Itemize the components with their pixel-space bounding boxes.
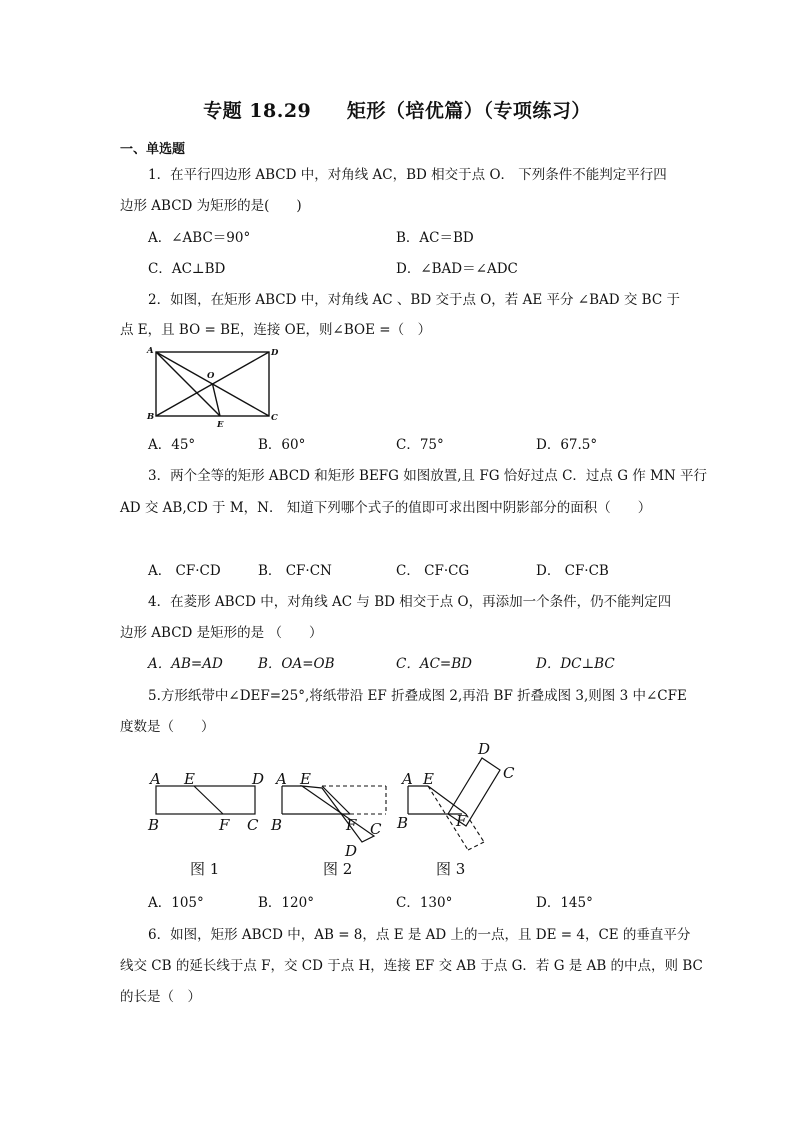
q5-fig3-caption: 图 3 <box>436 860 466 878</box>
q5-option-b[interactable]: B．120° <box>258 895 314 911</box>
q6-text-line3: 的长是（ ） <box>120 989 201 1005</box>
q5-fig2-caption: 图 2 <box>323 860 353 878</box>
q2-label-d: D <box>271 348 279 358</box>
q4-option-c[interactable]: C．AC=BD <box>396 656 472 672</box>
q5-fig2-label-c: C <box>370 820 382 838</box>
q3-option-b[interactable]: B． CF·CN <box>258 563 332 579</box>
q5-fig1-label-b: B <box>148 816 160 834</box>
q5-fig3-label-b: B <box>397 814 409 832</box>
q2-label-o: O <box>207 371 215 381</box>
q2-segment-oe <box>213 384 221 416</box>
q1-text-line2: 边形 ABCD 为矩形的是( ) <box>120 198 302 214</box>
q2-option-c[interactable]: C．75° <box>396 437 444 453</box>
q5-fig1-label-c: C <box>247 816 259 834</box>
q5-fig3-label-a: A <box>402 770 413 788</box>
q3-option-c[interactable]: C． CF·CG <box>396 563 470 579</box>
q5-fig2-label-d: D <box>345 842 358 860</box>
q5-option-c[interactable]: C．130° <box>396 895 453 911</box>
q5-fig2-label-e: E <box>300 770 311 788</box>
q2-text-line1: 2．如图，在矩形 ABCD 中，对角线 AC 、BD 交于点 O，若 AE 平分 ∠BAD 交 BC 于 <box>148 292 680 308</box>
q5-fig1-caption: 图 1 <box>190 860 220 878</box>
q1-text-line1: 1．在平行四边形 ABCD 中，对角线 AC，BD 相交于点 O． 下列条件不能判定平行四 <box>148 167 667 183</box>
q2-segment-ae <box>156 352 220 416</box>
q6-text-line2: 线交 CB 的延长线于点 F，交 CD 于点 H，连接 EF 交 AB 于点 G．若 G 是 AB 的中点，则 BC <box>120 958 703 974</box>
q5-fig1-label-f: F <box>219 816 230 834</box>
q5-figure-1 <box>147 770 264 878</box>
q5-text-line1: 5.方形纸带中∠DEF=25°,将纸带沿 EF 折叠成图 2,再沿 BF 折叠成图 3,则图 3 中∠CFE <box>148 688 687 704</box>
q2-option-d[interactable]: D．67.5° <box>536 437 598 453</box>
q2-label-a: A <box>147 346 154 356</box>
q2-option-b[interactable]: B．60° <box>258 437 306 453</box>
q2-label-c: C <box>271 413 278 423</box>
q5-fig3-label-c: C <box>503 764 515 782</box>
q1-option-b[interactable]: B．AC＝BD <box>396 230 474 246</box>
q5-fig3-label-e: E <box>423 770 434 788</box>
q4-text-line2: 边形 ABCD 是矩形的是 （ ） <box>120 625 323 641</box>
q6-text-line1: 6．如图，矩形 ABCD 中，AB = 8，点 E 是 AD 上的一点，且 DE = 4，CE 的垂直平分 <box>148 927 691 943</box>
q1-option-c[interactable]: C．AC⊥BD <box>148 261 226 277</box>
q1-option-d[interactable]: D．∠BAD＝∠ADC <box>396 261 518 277</box>
q2-text-line2: 点 E，且 BO = BE，连接 OE，则∠BOE =（ ） <box>120 322 432 338</box>
q4-text-line1: 4．在菱形 ABCD 中，对角线 AC 与 BD 相交于点 O，再添加一个条件，仍不能判定四 <box>148 594 672 610</box>
q1-option-a[interactable]: A．∠ABC＝90° <box>148 230 251 246</box>
page-title: 专题 18.29 矩形（培优篇）（专项练习） <box>203 100 591 122</box>
q3-text-line1: 3．两个全等的矩形 ABCD 和矩形 BEFG 如图放置,且 FG 恰好过点 C．过点 G 作 MN 平行 <box>148 468 707 484</box>
q5-fig1-label-d: D <box>252 770 265 788</box>
q2-label-e: E <box>217 420 224 430</box>
q4-option-b[interactable]: B．OA=OB <box>258 656 335 672</box>
q5-fig2-label-a: A <box>276 770 287 788</box>
section-heading: 一、单选题 <box>120 142 186 157</box>
q2-label-b: B <box>147 412 155 422</box>
q5-figure-2 <box>270 770 386 878</box>
q5-text-line2: 度数是（ ） <box>120 719 215 735</box>
q5-fig1-label-e: E <box>184 770 195 788</box>
q5-fig2-label-b: B <box>271 816 283 834</box>
q4-option-a[interactable]: A．AB=AD <box>148 656 223 672</box>
q5-fig2-label-f: F <box>346 816 357 834</box>
q2-rectangle-figure <box>140 340 290 430</box>
q5-folding-figures <box>140 738 540 886</box>
q3-text-line2: AD 交 AB,CD 于 M，N． 知道下列哪个式子的值即可求出图中阴影部分的面积（ ） <box>120 500 652 516</box>
q5-figure-3 <box>396 740 515 878</box>
q2-option-a[interactable]: A．45° <box>148 437 196 453</box>
q5-fig3-label-f: F <box>456 812 467 830</box>
q5-fig1-label-a: A <box>150 770 161 788</box>
q3-option-a[interactable]: A． CF·CD <box>148 563 221 579</box>
q3-option-d[interactable]: D． CF·CB <box>536 563 609 579</box>
q5-fig3-label-d: D <box>478 740 491 758</box>
q5-option-a[interactable]: A．105° <box>148 895 204 911</box>
q4-option-d[interactable]: D．DC⊥BC <box>536 656 615 672</box>
q5-option-d[interactable]: D．145° <box>536 895 593 911</box>
